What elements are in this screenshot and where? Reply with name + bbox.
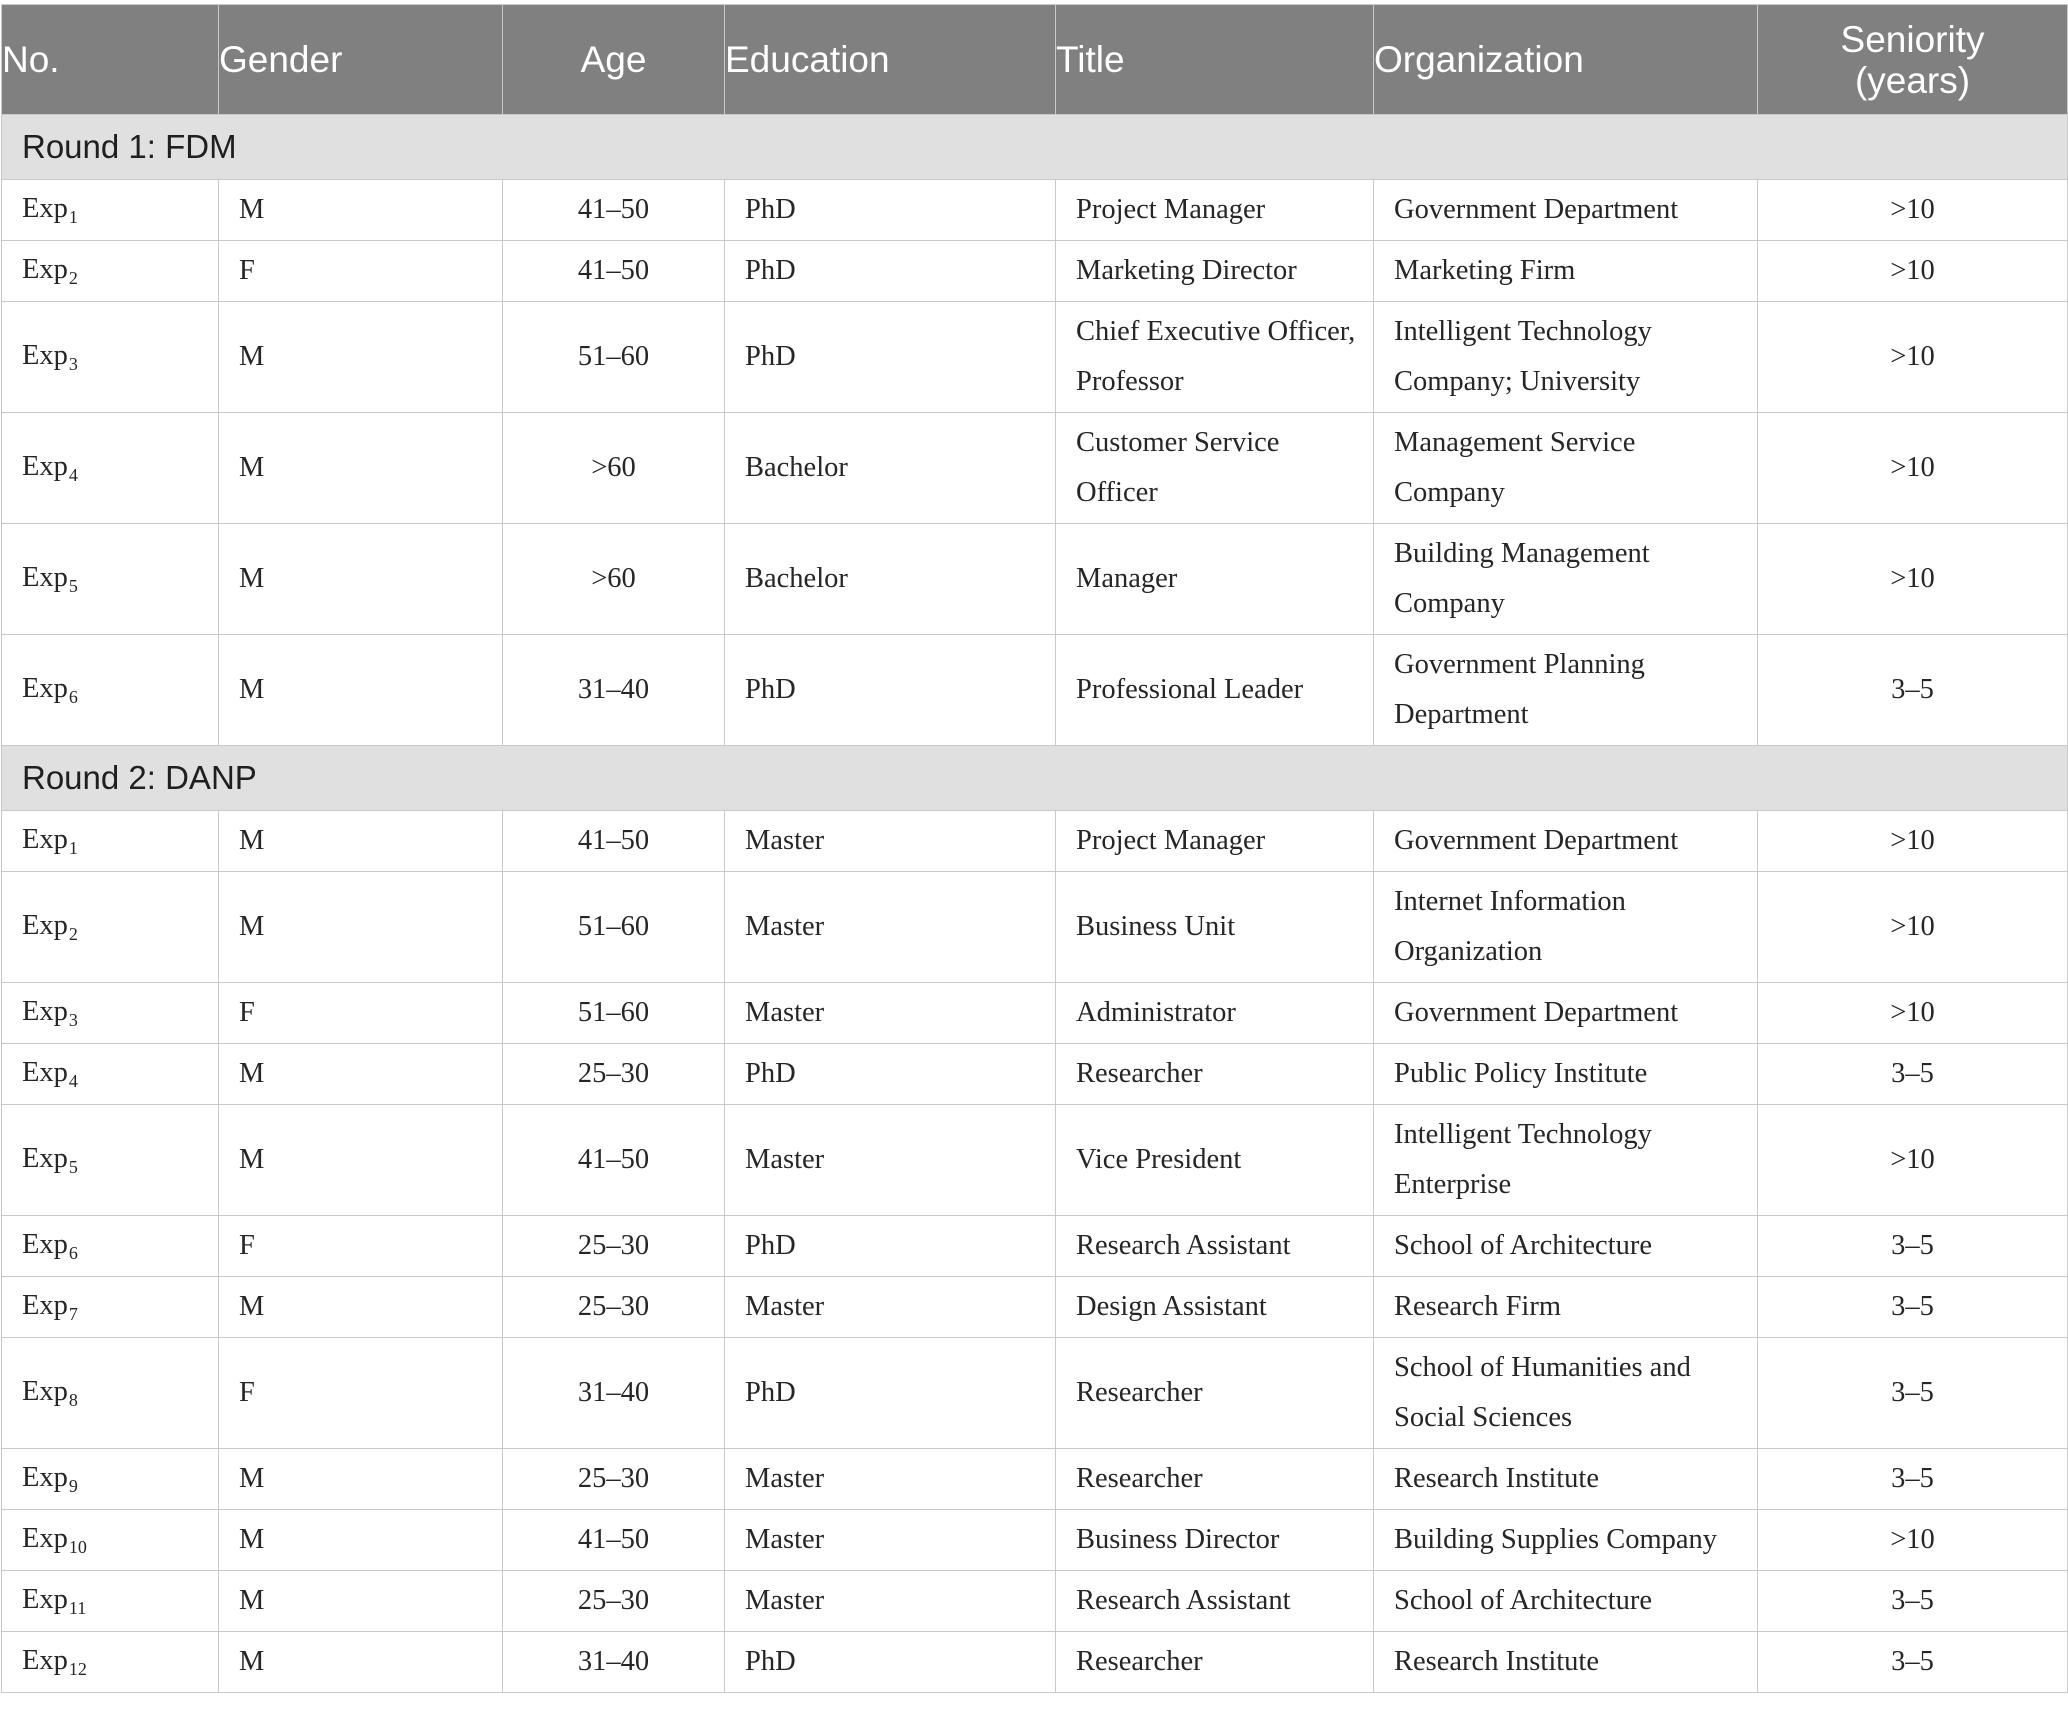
seniority-cell: 3–5: [1758, 1216, 2068, 1277]
age-cell: 41–50: [503, 241, 725, 302]
expert-id-cell: [2, 1338, 219, 1449]
seniority-cell: >10: [1758, 180, 2068, 241]
header-education: Education: [725, 5, 1056, 115]
age-cell: >60: [503, 524, 725, 635]
expert-id-prefix: Exp: [22, 673, 68, 704]
expert-id-cell: [2, 1571, 219, 1632]
table-row: [2, 1510, 2068, 1571]
education-cell: PhD: [725, 1338, 1056, 1449]
title-cell: Manager: [1056, 524, 1374, 635]
age-cell: 25–30: [503, 1277, 725, 1338]
table-header: [2, 5, 2068, 115]
title-cell: Administrator: [1056, 983, 1374, 1044]
gender-cell: M: [219, 635, 503, 746]
education-cell: Master: [725, 872, 1056, 983]
gender-cell: F: [219, 983, 503, 1044]
gender-cell: F: [219, 241, 503, 302]
expert-id-number: 10: [68, 1537, 87, 1557]
expert-id-cell: [2, 1510, 219, 1571]
gender-cell: M: [219, 1277, 503, 1338]
table-row: [2, 811, 2068, 872]
table-row: [2, 1044, 2068, 1105]
organization-cell: School of Architecture: [1374, 1571, 1758, 1632]
expert-id-prefix: Exp: [22, 996, 68, 1027]
expert-id-prefix: Exp: [22, 1645, 68, 1676]
expert-id-prefix: Exp: [22, 1057, 68, 1088]
expert-id-number: 5: [68, 576, 78, 596]
table-row: [2, 872, 2068, 983]
title-cell: Vice President: [1056, 1105, 1374, 1216]
education-cell: PhD: [725, 635, 1056, 746]
expert-id-cell: [2, 180, 219, 241]
expert-id-number: 6: [68, 1243, 78, 1263]
organization-cell: Public Policy Institute: [1374, 1044, 1758, 1105]
table-row: [2, 1216, 2068, 1277]
header-row: [2, 5, 2068, 115]
table-row: [2, 1449, 2068, 1510]
age-cell: 41–50: [503, 1105, 725, 1216]
seniority-cell: 3–5: [1758, 1338, 2068, 1449]
header-no: No.: [2, 5, 219, 115]
gender-cell: M: [219, 811, 503, 872]
education-cell: PhD: [725, 241, 1056, 302]
title-cell: Project Manager: [1056, 811, 1374, 872]
age-cell: 31–40: [503, 1338, 725, 1449]
age-cell: 31–40: [503, 1632, 725, 1693]
expert-id-prefix: Exp: [22, 1376, 68, 1407]
age-cell: 25–30: [503, 1571, 725, 1632]
seniority-cell: 3–5: [1758, 1044, 2068, 1105]
gender-cell: F: [219, 1338, 503, 1449]
education-cell: PhD: [725, 180, 1056, 241]
title-cell: Project Manager: [1056, 180, 1374, 241]
education-cell: Master: [725, 1105, 1056, 1216]
expert-id-number: 7: [68, 1304, 78, 1324]
organization-cell: School of Architecture: [1374, 1216, 1758, 1277]
expert-id-prefix: Exp: [22, 193, 68, 224]
table-row: [2, 1571, 2068, 1632]
table-row: [2, 413, 2068, 524]
seniority-cell: >10: [1758, 302, 2068, 413]
round-header-row: [2, 746, 2068, 811]
expert-id-cell: [2, 635, 219, 746]
expert-id-cell: [2, 1105, 219, 1216]
table-row: [2, 1632, 2068, 1693]
expert-id-prefix: Exp: [22, 910, 68, 941]
expert-id-cell: [2, 983, 219, 1044]
gender-cell: M: [219, 872, 503, 983]
table-row: [2, 1105, 2068, 1216]
organization-cell: Government Planning Department: [1374, 635, 1758, 746]
gender-cell: M: [219, 1632, 503, 1693]
age-cell: 41–50: [503, 180, 725, 241]
organization-cell: Intelligent Technology Enterprise: [1374, 1105, 1758, 1216]
gender-cell: M: [219, 413, 503, 524]
expert-id-cell: [2, 811, 219, 872]
gender-cell: M: [219, 1449, 503, 1510]
seniority-cell: >10: [1758, 1510, 2068, 1571]
seniority-cell: >10: [1758, 1105, 2068, 1216]
expert-id-cell: [2, 524, 219, 635]
expert-id-prefix: Exp: [22, 1523, 68, 1554]
organization-cell: Building Management Company: [1374, 524, 1758, 635]
table-row: [2, 983, 2068, 1044]
organization-cell: Intelligent Technology Company; University: [1374, 302, 1758, 413]
education-cell: PhD: [725, 1632, 1056, 1693]
gender-cell: M: [219, 1105, 503, 1216]
expert-id-number: 1: [68, 838, 78, 858]
age-cell: >60: [503, 413, 725, 524]
organization-cell: Internet Information Organization: [1374, 872, 1758, 983]
expert-id-number: 9: [68, 1476, 78, 1496]
age-cell: 25–30: [503, 1044, 725, 1105]
expert-id-prefix: Exp: [22, 1143, 68, 1174]
title-cell: Design Assistant: [1056, 1277, 1374, 1338]
age-cell: 41–50: [503, 1510, 725, 1571]
expert-id-cell: [2, 302, 219, 413]
organization-cell: Research Firm: [1374, 1277, 1758, 1338]
age-cell: 51–60: [503, 302, 725, 413]
gender-cell: M: [219, 302, 503, 413]
education-cell: Master: [725, 1449, 1056, 1510]
expert-id-number: 8: [68, 1390, 78, 1410]
gender-cell: M: [219, 180, 503, 241]
education-cell: Master: [725, 811, 1056, 872]
seniority-cell: 3–5: [1758, 1277, 2068, 1338]
seniority-cell: 3–5: [1758, 635, 2068, 746]
education-cell: Master: [725, 1510, 1056, 1571]
organization-cell: Government Department: [1374, 983, 1758, 1044]
education-cell: Master: [725, 1571, 1056, 1632]
expert-id-number: 6: [68, 687, 78, 707]
expert-id-prefix: Exp: [22, 1462, 68, 1493]
expert-id-prefix: Exp: [22, 451, 68, 482]
table-row: [2, 524, 2068, 635]
title-cell: Business Unit: [1056, 872, 1374, 983]
expert-id-number: 1: [68, 207, 78, 227]
round-label: Round 1: FDM: [2, 115, 2068, 180]
title-cell: Business Director: [1056, 1510, 1374, 1571]
expert-id-number: 5: [68, 1157, 78, 1177]
expert-id-number: 4: [68, 465, 78, 485]
round-header-row: [2, 115, 2068, 180]
seniority-cell: >10: [1758, 241, 2068, 302]
expert-id-cell: [2, 1277, 219, 1338]
education-cell: Master: [725, 983, 1056, 1044]
header-title: Title: [1056, 5, 1374, 115]
title-cell: Researcher: [1056, 1044, 1374, 1105]
age-cell: 51–60: [503, 872, 725, 983]
gender-cell: M: [219, 1510, 503, 1571]
expert-id-cell: [2, 241, 219, 302]
organization-cell: School of Humanities and Social Sciences: [1374, 1338, 1758, 1449]
expert-id-number: 4: [68, 1071, 78, 1091]
expert-id-prefix: Exp: [22, 1584, 68, 1615]
expert-id-prefix: Exp: [22, 1229, 68, 1260]
header-age: Age: [503, 5, 725, 115]
title-cell: Research Assistant: [1056, 1571, 1374, 1632]
education-cell: Bachelor: [725, 524, 1056, 635]
education-cell: PhD: [725, 1044, 1056, 1105]
seniority-cell: >10: [1758, 983, 2068, 1044]
organization-cell: Marketing Firm: [1374, 241, 1758, 302]
experts-table: [1, 4, 2068, 1693]
seniority-cell: >10: [1758, 872, 2068, 983]
gender-cell: M: [219, 1044, 503, 1105]
expert-id-cell: [2, 413, 219, 524]
expert-id-cell: [2, 1044, 219, 1105]
expert-id-cell: [2, 1632, 219, 1693]
age-cell: 25–30: [503, 1216, 725, 1277]
round-label: Round 2: DANP: [2, 746, 2068, 811]
expert-id-number: 3: [68, 354, 78, 374]
seniority-cell: >10: [1758, 811, 2068, 872]
gender-cell: M: [219, 1571, 503, 1632]
expert-id-number: 11: [68, 1598, 87, 1618]
expert-id-prefix: Exp: [22, 562, 68, 593]
seniority-cell: >10: [1758, 524, 2068, 635]
table-body: [2, 115, 2068, 1693]
seniority-cell: >10: [1758, 413, 2068, 524]
education-cell: PhD: [725, 1216, 1056, 1277]
title-cell: Researcher: [1056, 1632, 1374, 1693]
title-cell: Chief Executive Officer, Professor: [1056, 302, 1374, 413]
expert-id-number: 12: [68, 1659, 87, 1679]
title-cell: Research Assistant: [1056, 1216, 1374, 1277]
table-row: [2, 1277, 2068, 1338]
title-cell: Marketing Director: [1056, 241, 1374, 302]
header-seniority: Seniority (years): [1758, 5, 2068, 115]
organization-cell: Government Department: [1374, 811, 1758, 872]
table-row: [2, 180, 2068, 241]
expert-id-prefix: Exp: [22, 340, 68, 371]
education-cell: PhD: [725, 302, 1056, 413]
seniority-cell: 3–5: [1758, 1449, 2068, 1510]
title-cell: Researcher: [1056, 1338, 1374, 1449]
expert-id-cell: [2, 1449, 219, 1510]
expert-id-prefix: Exp: [22, 824, 68, 855]
title-cell: Professional Leader: [1056, 635, 1374, 746]
organization-cell: Management Service Company: [1374, 413, 1758, 524]
seniority-cell: 3–5: [1758, 1571, 2068, 1632]
organization-cell: Building Supplies Company: [1374, 1510, 1758, 1571]
expert-id-prefix: Exp: [22, 1290, 68, 1321]
organization-cell: Research Institute: [1374, 1632, 1758, 1693]
title-cell: Customer Service Officer: [1056, 413, 1374, 524]
expert-id-cell: [2, 872, 219, 983]
age-cell: 51–60: [503, 983, 725, 1044]
expert-id-prefix: Exp: [22, 254, 68, 285]
seniority-cell: 3–5: [1758, 1632, 2068, 1693]
table-row: [2, 1338, 2068, 1449]
gender-cell: F: [219, 1216, 503, 1277]
table-row: [2, 241, 2068, 302]
education-cell: Bachelor: [725, 413, 1056, 524]
organization-cell: Research Institute: [1374, 1449, 1758, 1510]
age-cell: 31–40: [503, 635, 725, 746]
expert-id-number: 2: [68, 268, 78, 288]
expert-id-number: 3: [68, 1010, 78, 1030]
age-cell: 41–50: [503, 811, 725, 872]
gender-cell: M: [219, 524, 503, 635]
table-row: [2, 302, 2068, 413]
expert-id-number: 2: [68, 924, 78, 944]
education-cell: Master: [725, 1277, 1056, 1338]
table-row: [2, 635, 2068, 746]
title-cell: Researcher: [1056, 1449, 1374, 1510]
header-organization: Organization: [1374, 5, 1758, 115]
header-gender: Gender: [219, 5, 503, 115]
age-cell: 25–30: [503, 1449, 725, 1510]
organization-cell: Government Department: [1374, 180, 1758, 241]
expert-id-cell: [2, 1216, 219, 1277]
